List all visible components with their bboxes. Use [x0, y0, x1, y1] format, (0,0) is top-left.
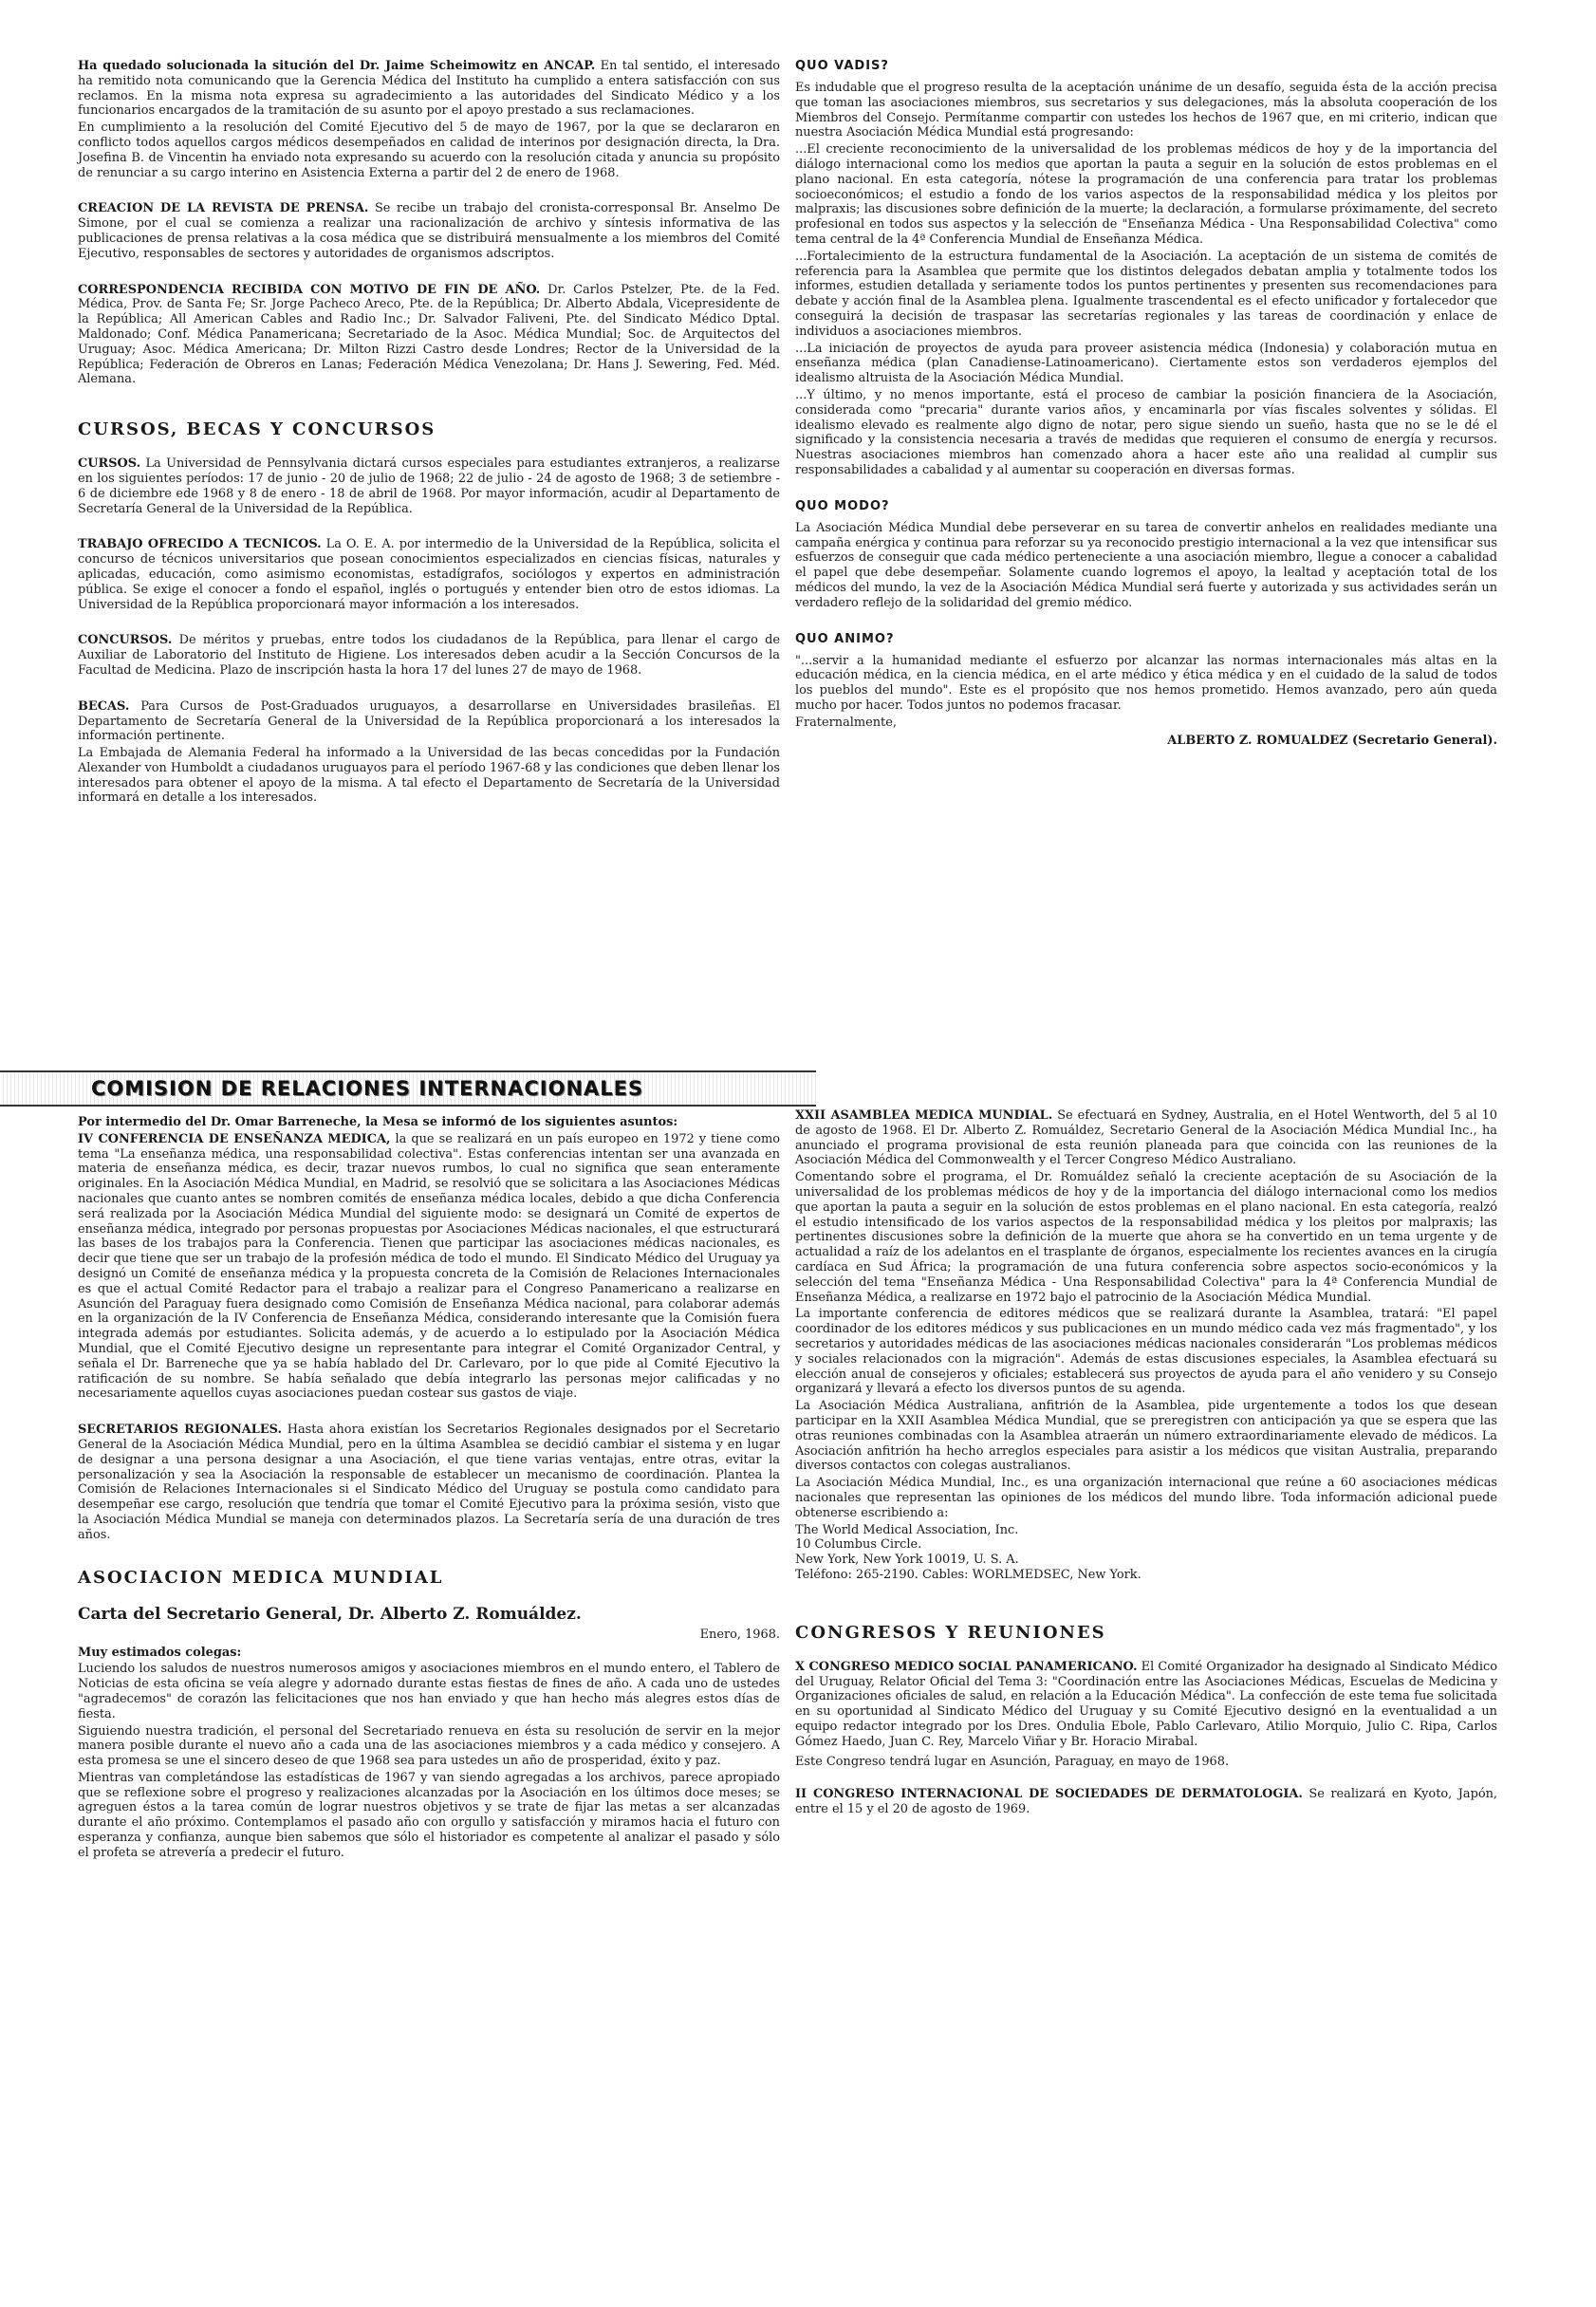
trabajo-block [78, 537, 780, 612]
paragraph [78, 59, 780, 119]
paragraph [78, 1132, 780, 1402]
address-block [795, 1523, 1497, 1583]
paragraph: ...El creciente reconocimiento de la universalidad de los problemas médicos de hoy y de la importancia del diálogo internacional como los medios que aportan la pauta a seguir en la solución de estos problemas en el plano nacional. En esta categoría, nótese la programación de una conferencia para tratar los problemas socioeconómicos; el estudio a fondo de los varios aspectos de la responsabilidad médica y los pleitos por malpraxis; las discusiones sobre definición de la muerte; la declaración, a formularse próximamente, del secreto profesional en todos sus aspectos y la selección de "Enseñanza Médica - Una Responsabilidad Colectiva" como tema central de la 4ª Conferencia Mundial de Enseñanza Médica. [795, 142, 1497, 247]
heading-quo-animo: QUO ANIMO? [795, 631, 895, 646]
body-text: Hasta ahora existían los Secretarios Regionales designados por el Secretario General de la Asociación Médica Mundial, pero en la última Asamblea se decidió cambiar el sistema y en lugar de designar a una persona designar a una Asociación, el que tiene varias ventajas, entre otras, evitar la personalización y sea la Asociación la responsable de establecer un mecanismo de coordinación. Plantea la Comisión de Relaciones Internacionales si el Sindicato Médico del Uruguay se postula como candidato para desempeñar ese cargo, resolución que tendría que tomar el Comité Ejecutivo para la próxima sesión, visto que la Asociación Médica Mundial se maneja con determinados plazos. La Secretaría sería de una duración de tres años. [78, 1423, 781, 1542]
paragraph [78, 633, 780, 678]
paragraph [78, 201, 780, 261]
lead-text: X CONGRESO MEDICO SOCIAL PANAMERICANO. [795, 1659, 1138, 1674]
closing: Fraternalmente, [795, 715, 897, 730]
revista-prensa-block [78, 201, 780, 261]
section-heading-congresos: CONGRESOS Y REUNIONES [795, 1622, 1106, 1643]
paragraph: Por intermedio del Dr. Omar Barreneche, la Mesa se informó de los siguientes asuntos: [78, 1115, 678, 1129]
body-text: Se recibe un trabajo del cronista-corresponsal Br. Anselmo De Simone, por el cual se comienza a realizar una racionalización de archivo y síntesis informativa de las publicaciones de prensa relativas a la cosa médica que se distribuirá mensualmente a los miembros del Comité Ejecutivo, responsables de sectores y autoridades de organismos adscriptos. [78, 201, 780, 261]
secretarios-block [78, 1423, 780, 1542]
paragraph: ...La iniciación de proyectos de ayuda para proveer asistencia médica (Indonesia) y colaboración mutua en enseñanza médica (plan Canadiense-Latinoamericano). Ciertamente estos son verdaderos ejemplos del idealismo altruista de la Asociación Médica Mundial. [795, 341, 1497, 386]
paragraph [795, 1660, 1497, 1750]
left-column-bottom [78, 1115, 780, 1863]
lead-text: CREACION DE LA REVISTA DE PRENSA. [78, 201, 369, 216]
paragraph: La Asociación Médica Australiana, anfitrión de la Asamblea, pide urgentemente a todos los que desean participar en la XXII Asamblea Médica Mundial, que se preregistren con anticipación ya que se espera que las otras reuniones combinadas con la Asamblea atraerán un número extraordinariamente elevado de médicos. La Asociación anfitrión ha hecho arreglos especiales para asistir a los médicos que visitan Australia, preparando diversos contactos con colegas australianos. [795, 1399, 1497, 1474]
body-text: Para Cursos de Post-Graduados uruguayos, a desarrollarse en Universidades brasileñas. El Departamento de Secretaría General de la Universidad de la República proporcionará a los interesados la información pertinente. [78, 698, 780, 744]
address-line: Teléfono: 265-2190. Cables: WORLMEDSEC, New York. [795, 1567, 1141, 1582]
paragraph: La Asociación Médica Mundial, Inc., es una organización internacional que reúne a 60 asociaciones médicas nacionales que representan las opiniones de los médicos del mundo libre. Toda información adicional puede obtenerse escribiendo a: [795, 1476, 1497, 1520]
address-line: The World Medical Association, Inc. [795, 1522, 1019, 1537]
lead-text: XXII ASAMBLEA MEDICA MUNDIAL. [795, 1108, 1053, 1123]
correspondencia-block [78, 283, 780, 388]
signature: ALBERTO Z. ROMUALDEZ (Secretario General). [1167, 734, 1497, 749]
body-text: La O. E. A. por intermedio de la Universidad de la República, solicita el concurso de técnicos universitarios que posean conocimientos especializados en ciencias físicas, naturales y aplicadas, educación, como asimismo economistas, estadígrafos, sociólogos y expertos en administración pública. Se exige el conocer a fondo el español, inglés o portugués y entender bien otro de estos idiomas. La Universidad de la República proporcionará mayor información a los interesados. [78, 537, 780, 612]
lead-text: IV CONFERENCIA DE ENSEÑANZA MEDICA, [78, 1131, 391, 1146]
lead-text: Ha quedado solucionada la situción del Dr. Jaime Scheimowitz en ANCAP. [78, 59, 596, 73]
paragraph: Comentando sobre el programa, el Dr. Romuáldez señaló la creciente aceptación de su Asociación de la universalidad de los problemas médicos de hoy y de la importancia del diálogo internacional como los medios que aportan la pauta a seguir en la solución de estos problemas en el plano nacional. En esta categoría, realzó el estudio intensificado de los varios aspectos de la responsabilidad médica y los pleitos por malpraxis; las pertinentes discusiones sobre la definición de la muerte que ahora se ha convertido en un tema urgente y de actualidad a raíz de los adelantos en el trasplante de órganos, especialmente los recientes avances en la cirugía cardíaca en Sud África; la programación de una futura conferencia sobre aspectos socio-económicos y la selección del tema "Enseñanza Médica - Una Responsabilidad Colectiva" para la 4ª Conferencia Mundial de Enseñanza Médica, a realizarse en 1972 bajo el patrocinio de la Asociación Médica Mundial. [795, 1170, 1497, 1305]
lead-text: TRABAJO OFRECIDO A TECNICOS. [78, 537, 322, 552]
lead-text: II CONGRESO INTERNACIONAL DE SOCIEDADES DE DERMATOLOGIA. [795, 1787, 1303, 1802]
becas-block [78, 699, 780, 807]
concursos-block [78, 633, 780, 678]
paragraph: "...servir a la humanidad mediante el esfuerzo por alcanzar las normas internacionales más altas en la educación médica, en la ciencia médica, en el arte médico y ética médica y en el cuidado de la salud de todos los pueblos del mundo". Este es el propósito que nos hemos prometido. Hemos avanzado, pero aún queda mucho por hacer. Todos juntos no podemos fracasar. [795, 653, 1497, 713]
heading-quo-modo: QUO MODO? [795, 498, 890, 513]
paragraph: ...Fortalecimiento de la estructura fundamental de la Asociación. La aceptación de un sistema de comités de referencia para la Asamblea que permite que los distintos delegados debatan amplia y totalmente todos los informes, estudien detallada y seriamente todos los puntos pertinentes y presenten sus recomendaciones para debate y acción final de la Asamblea plena. Igualmente trascendental es el efecto unificador y fortalecedor que conseguirá la decisión de traspasar las secretarías regionales y las tareas de coordinación y enlace de individuos a asociaciones miembros. [795, 249, 1497, 339]
address-line: New York, New York 10019, U. S. A. [795, 1553, 1019, 1568]
section-heading-cursos: CURSOS, BECAS Y CONCURSOS [78, 419, 436, 440]
section-heading-asociacion: ASOCIACION MEDICA MUNDIAL [78, 1567, 444, 1588]
body-text: Se realizará en Kyoto, Japón, entre el 15 y el 20 de agosto de 1969. [795, 1787, 1497, 1817]
paragraph: ...Y último, y no menos importante, está el proceso de cambiar la posición financiera de la Asociación, considerada como "precaria" durante varios años, y encaminarla por vías fiscales solventes y sólidas. El idealismo elevado es realmente algo digno de notar, pero sigue siendo un sueño, hasta que no se le dé el significado y la consistencia necesaria a través de medidas que requieren el consumo de energía y recursos. Nuestras asociaciones miembros han comenzado ahora a hacer este año una realidad al cumplir sus responsabilidades a cabalidad y al aumentar su cooperación en diversas formas. [795, 387, 1497, 477]
ancap-block [78, 59, 780, 180]
salutation: Muy estimados colegas: [78, 1645, 242, 1660]
paragraph [78, 283, 780, 388]
body-text: El Comité Organizador ha designado al Sindicato Médico del Uruguay, Relator Oficial del Tema 3: "Coordinación entre las Asociaciones Médicas, Escuelas de Medicina y Organizaciones oficiales de salud, en relación a la Educación Médica". La confección de este tema fue solicitada en su oportunidad al Sindicato Médico del Uruguay y su Comité Ejecutivo designó en la eventualidad a un equipo redactor integrado por los Dres. Ondulia Ebole, Pablo Carlevaro, Atilio Morquio, Julio C. Ripa, Carlos Gómez Haedo, Juan C. Rey, Marcelo Viñar y Br. Horacio Mirabal. [795, 1659, 1497, 1749]
left-column-top [78, 59, 780, 827]
comision-block [78, 1115, 780, 1402]
letter-date: Enero, 1968. [699, 1627, 780, 1642]
lead-text: SECRETARIOS REGIONALES. [78, 1423, 283, 1438]
paragraph [795, 1108, 1497, 1168]
paragraph [78, 456, 780, 516]
paragraph [78, 1423, 780, 1542]
paragraph: Siguiendo nuestra tradición, el personal del Secretariado renueva en ésta su resolución de servir en la mejor manera posible durante el nuevo año a cada una de las asociaciones miembros y a cada médico y consejero. A esta promesa se une el sincero deseo de que 1968 sea para ustedes un año de prosperidad, éxito y paz. [78, 1723, 780, 1769]
paragraph: Este Congreso tendrá lugar en Asunción, Paraguay, en mayo de 1968. [795, 1755, 1230, 1770]
lead-text: CURSOS. [78, 456, 141, 472]
paragraph [78, 537, 780, 612]
cursos-block [78, 456, 780, 516]
address-line: 10 Columbus Circle. [795, 1537, 922, 1553]
paragraph: Mientras van completándose las estadísticas de 1967 y van siendo agregadas a los archivos, parece apropiado que se reflexione sobre el progreso y realizaciones alcanzadas por la Asociación en los últimos doce meses; se agreguen éstos a la tarea común de lograr nuestros objetivos y se trate de fijar las metas a ser alcanzadas durante el año próximo. Contemplamos el pasado año con orgullo y satisfacción y miramos hacia el futuro con esperanza y confianza, aunque bien sabemos que sólo el historiador es competente al analizar el pasado y sólo el profeta se atrevería a predecir el futuro. [78, 1770, 780, 1860]
paragraph: Es indudable que el progreso resulta de la aceptación unánime de un desafío, seguida ésta de la acción precisa que toman las asociaciones miembros, sus secretarios y sus delegaciones, más la absoluta cooperación de los Miembros del Consejo. Permítanme compartir con ustedes los hechos de 1967 que, en mi criterio, indican que nuestra Asociación Médica Mundial está progresando: [795, 81, 1497, 140]
body-text: Dr. Carlos Pstelzer, Pte. de la Fed. Médica, Prov. de Santa Fe; Sr. Jorge Pacheco Areco, Pte. de la República; Dr. Alberto Abdala, Vicepresidente de la República; All American Cables and Radio Inc.; Dr. Salvador Faliveni, Pte. del Sindicato Médico Dptal. Maldonado; Conf. Médica Panamericana; Secretariado de la Asoc. Médica Mundial; Soc. de Arquitectos del Uruguay; Asoc. Médica Americana; Dr. Milton Rizzi Castro desde Londres; Rector de la Universidad de la República; Federación de Obreros en Lanas; Federación Médica Venezolana; Dr. Hans J. Sewering, Fed. Méd. Alemana. [78, 282, 780, 387]
body-text: Se efectuará en Sydney, Australia, en el Hotel Wentworth, del 5 al 10 de agosto de 1968. El Dr. Alberto Z. Romuáldez, Secretario General de la Asociación Médica Mundial Inc., ha anunciado el programa provisional de esta reunión planeada para que coincida con las reuniones de la Asociación Médica del Commonwealth y el Tercer Congreso Médico Australiano. [795, 1108, 1497, 1168]
lead-text: BECAS. [78, 698, 130, 714]
letter-title: Carta del Secretario General, Dr. Alberto Z. Romuáldez. [78, 1604, 582, 1624]
banner-title: COMISION DE RELACIONES INTERNACIONALES [91, 1077, 644, 1100]
right-column-top [795, 59, 1497, 748]
right-column-bottom [795, 1108, 1497, 1819]
lead-text: CONCURSOS. [78, 633, 173, 648]
paragraph [795, 1787, 1497, 1817]
paragraph: La Asociación Médica Mundial debe perseverar en su tarea de convertir anhelos en realidades mediante una campaña enérgica y continua para reforzar su ya reconocido prestigio internacional a la vez que intensificar sus esfuerzos de conseguir que cada médico perteneciente a una asociación miembro, llegue a conocer a cabalidad el papel que debe desempeñar. Solamente cuando logremos el apoyo, la lealtad y aceptación total de los médicos del mundo, la vez de la Asociación Médica Mundial será fuerte y autorizada y sus actividades serán un verdadero reflejo de la solidaridad del gremio médico. [795, 520, 1497, 610]
paragraph [78, 699, 780, 744]
paragraph: Luciendo los saludos de nuestros numerosos amigos y asociaciones miembros en el mundo entero, el Tablero de Noticias de esta oficina se veía alegre y adornado durante estas fiestas de fines de año. A cada uno de ustedes "agradecemos" de corazón las felicitaciones que nos han enviado y que han hecho más alegres estos días de fiesta. [78, 1662, 780, 1721]
lead-text: CORRESPONDENCIA RECIBIDA CON MOTIVO DE FIN DE AÑO. [78, 282, 541, 297]
body-text: De méritos y pruebas, entre todos los ciudadanos de la República, para llenar el cargo de Auxiliar de Laboratorio del Instituto de Higiene. Los interesados deben acudir a la Sección Concursos de la Facultad de Medicina. Plazo de inscripción hasta la hora 17 del lunes 27 de mayo de 1968. [78, 633, 780, 678]
paragraph: En cumplimiento a la resolución del Comité Ejecutivo del 5 de mayo de 1967, por la que se declararon en conflicto todos aquellos cargos médicos desempeñados en calidad de interinos por designación directa, la Dra. Josefina B. de Vincentin ha enviado nota expresando su acuerdo con la resolución citada y anuncia su propósito de renunciar a su cargo interino en Asistencia Externa a partir del 2 de enero de 1968. [78, 121, 780, 180]
heading-quo-vadis: QUO VADIS? [795, 59, 889, 73]
body-text: la que se realizará en un país europeo en 1972 y tiene como tema "La enseñanza médica, una responsabilidad colectiva". Estas conferencias intentan ser una avanzada en materia de enseñanza médica, es decir, trazar nuevos rumbos, lo cual no significa que sean enteramente originales. En la Asociación Médica Mundial, en Madrid, se resolvió que se solicitara a las Asociaciones Médicas nacionales que cuanto antes se nombren comités de enseñanza médica locales, debido a que dicha Conferencia será realizada por la Asociación Médica Mundial del siguiente modo: se designará un Comité de expertos de enseñanza médica, integrado por personas propuestas por Asociaciones Médicas nacionales, el que estructurará las bases de los trabajos para la Conferencia. Tienen que participar las asociaciones médicas nacionales, es decir que tiene que ser un trabajo de la profesión médica de todo el mundo. El Sindicato Médico del Uruguay ya designó un Comité de enseñanza médica y la propuesta concreta de la Comisión de Relaciones Internacionales es que el actual Comité Redactor para el trabajo a realizar para el Congreso Panamericano a realizarse en Asunción del Paraguay fuera designado como Comisión de Enseñanza Médica nacional, para colaborar además en la organización de la IV Conferencia de Enseñanza Médica, considerando interesante que la Comisión fuera integrada además por estudiantes. Solicita además, y de acuerdo a lo estipulado por la Asociación Médica Mundial, que el Comité Ejecutivo designe un representante para integrar el Comité Organizador Central, y señala el Dr. Barreneche que ya se había hablado del Dr. Carlevaro, por lo que pide al Comité Ejecutivo la ratificación de su nombre. Se había señalado que debía integrarlo las personas mejor calificadas y no necesariamente aquellos cuyas asociaciones puedan costear sus gastos de viaje. [78, 1131, 780, 1402]
paragraph: La importante conferencia de editores médicos que se realizará durante la Asamblea, tratará: "El papel coordinador de los editores médicos y sus publicaciones en un mundo médico cada vez más fragmentado", y los secretarios y autoridades médicas de las asociaciones médicas nacionales considerarán "Los problemas médicos y sociales relacionados con la migración". Además de estas discusiones especiales, la Asamblea efectuará su elección anual de consejeros y oficiales; establecerá sus proyectos de ayuda para el año venidero y su Consejo organizará y llevará a efecto los diversos puntos de su agenda. [795, 1307, 1497, 1397]
body-text: La Universidad de Pennsylvania dictará cursos especiales para estudiantes extranjeros, a realizarse en los siguientes períodos: 17 de junio - 20 de julio de 1968; 22 de julio - 24 de agosto de 1968; 3 de setiembre - 6 de diciembre ede 1968 y 8 de enero - 18 de abril de 1968. Por mayor información, acudir al Departamento de Secretaría General de la Universidad de la República. [78, 456, 780, 516]
paragraph: La Embajada de Alemania Federal ha informado a la Universidad de las becas concedidas por la Fundación Alexander von Humboldt a ciudadanos uruguayos para el período 1967-68 y las condiciones que deben llenar los interesados para obtener el apoyo de la misma. A tal efecto el Departamento de Secretaría de la Universidad informará en detalle a los interesados. [78, 746, 780, 806]
section-banner [0, 1070, 816, 1107]
body-text: En tal sentido, el interesado ha remitido nota comunicando que la Gerencia Médica del Instituto ha cumplido a entera satisfacción con sus reclamos. En la misma nota expresa su agradecimiento a las autoridades del Sindicato Médico y a los funcionarios encargados de la tramitación de su asunto por el apoyo prestado a sus reclamaciones. [78, 59, 780, 119]
